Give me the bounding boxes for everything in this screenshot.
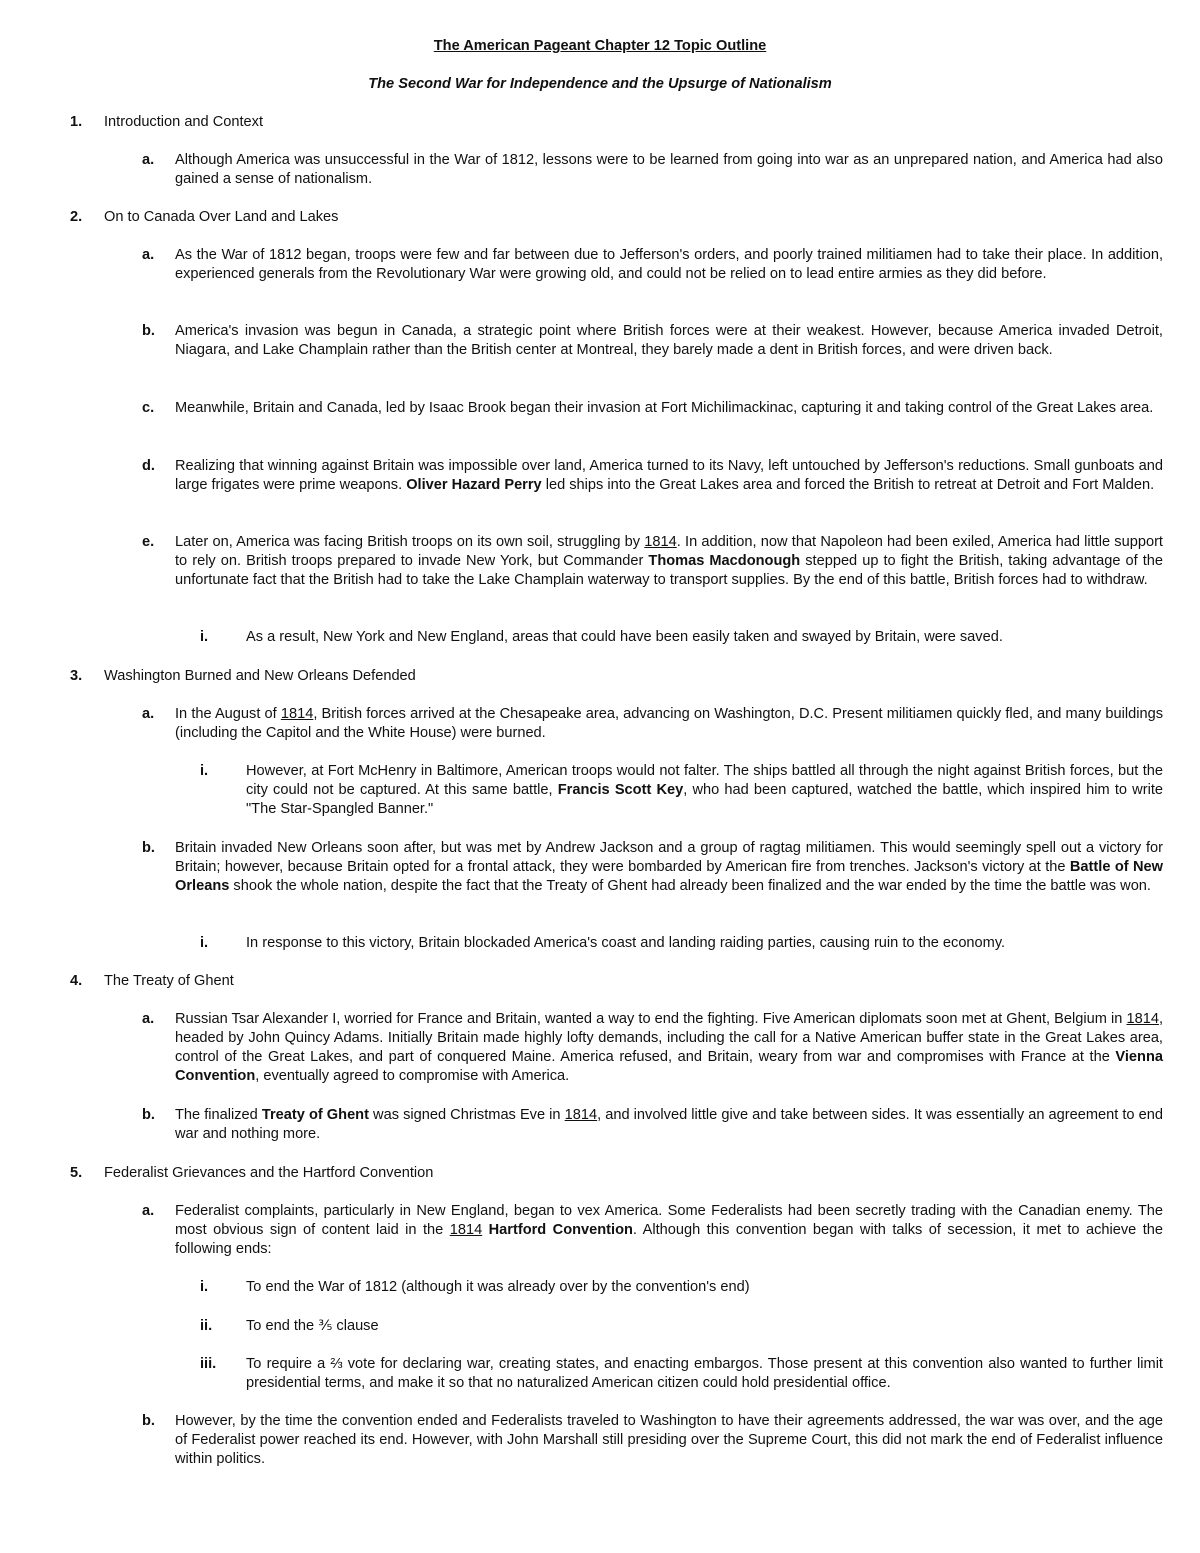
bold-term: Thomas Macdonough (648, 553, 801, 569)
section-title: On to Canada Over Land and Lakes (104, 209, 339, 225)
item-text: Federalist complaints, particularly in New England, began to vex America. Some Federalists had been secretly trading with the Canadian enemy. The most obvious sign of content laid in the 1814 Hartford Convention. Although this convention began with talks of secession, it met to achieve the following ends: (175, 1203, 1163, 1257)
item-text: However, by the time the convention ended and Federalists traveled to Washington to have their agreements addressed, the war was over, and the age of Federalist power reached its end. However, with John Marshall still presiding over the Supreme Court, this did not mark the end of Federalist influence within politics. (175, 1413, 1163, 1467)
section-title: Introduction and Context (104, 114, 264, 130)
item-text: In response to this victory, Britain blockaded America's coast and landing raiding parties, causing ruin to the economy. (246, 935, 1006, 951)
item-label: e. (142, 534, 155, 550)
item-label: a. (142, 247, 155, 263)
item-text: In the August of 1814, British forces arrived at the Chesapeake area, advancing on Washington, D.C. Present militiamen quickly fled, and many buildings (including the Capitol and the White House) were burned. (175, 706, 1163, 741)
underlined-date: 1814 (564, 1107, 598, 1123)
section-number: 1. (70, 114, 83, 130)
item-text: Although America was unsuccessful in the War of 1812, lessons were to be learned from going into war as an unprepared nation, and America had also gained a sense of nationalism. (175, 152, 1163, 187)
section-number: 4. (70, 973, 83, 989)
bold-term: Vienna Convention (175, 1049, 1163, 1084)
item-text: To end the ⅗ clause (246, 1318, 379, 1334)
section-title: Federalist Grievances and the Hartford Convention (104, 1165, 434, 1181)
item-label: b. (142, 1107, 155, 1123)
underlined-date: 1814 (644, 534, 677, 550)
item-label: b. (142, 323, 155, 339)
item-text: As a result, New York and New England, areas that could have been easily taken and swayed by Britain, were saved. (246, 629, 1003, 645)
item-text: Later on, America was facing British troops on its own soil, struggling by 1814. In addition, now that Napoleon had been exiled, America had little support to rely on. British troops prepared to invade New York, but Commander Thomas Macdonough stepped up to fight the British, taking advantage of the unfortunate fact that the British had to take the Lake Champlain waterway to transport supplies. By the end of this battle, British forces had to withdraw. (175, 534, 1163, 588)
bold-term: Hartford Convention (488, 1222, 633, 1238)
item-label: i. (200, 629, 209, 645)
section-title: Washington Burned and New Orleans Defended (104, 668, 416, 684)
section-number: 2. (70, 209, 83, 225)
item-label: i. (200, 935, 209, 951)
item-text: Meanwhile, Britain and Canada, led by Isaac Brook began their invasion at Fort Michilimackinac, capturing it and taking control of the Great Lakes area. (175, 400, 1154, 416)
item-text: Britain invaded New Orleans soon after, but was met by Andrew Jackson and a group of ragtag militiamen. This would seemingly spell out a victory for Britain; however, because Britain opted for a frontal attack, they were bombarded by American fire from trenches. Jackson's victory at the Battle of New Orleans shook the whole nation, despite the fact that the Treaty of Ghent had already been finalized and the war ended by the time the battle was won. (175, 840, 1164, 894)
item-text: The finalized Treaty of Ghent was signed Christmas Eve in 1814, and involved little give and take between sides. It was essentially an agreement to end war and nothing more. (175, 1107, 1163, 1142)
item-text: However, at Fort McHenry in Baltimore, American troops would not falter. The ships battled all through the night against British forces, but the city could not be captured. At this same battle, Francis Scott Key, who had been captured, watched the battle, which inspired him to write "The Star-Spangled Banner." (246, 763, 1163, 817)
item-label: iii. (200, 1356, 217, 1372)
item-text: Russian Tsar Alexander I, worried for France and Britain, wanted a way to end the fighting. Five American diplomats soon met at Ghent, Belgium in 1814, headed by John Quincy Adams. Initially Britain made highly lofty demands, including the call for a Native American buffer state in the Great Lakes area, control of the Great Lakes, and part of conquered Maine. America refused, and Britain, weary from war and compromises with France at the Vienna Convention, eventually agreed to compromise with America. (175, 1011, 1163, 1084)
bold-term: Oliver Hazard Perry (406, 477, 542, 493)
bold-term: Francis Scott Key (557, 782, 684, 798)
section-number: 3. (70, 668, 83, 684)
item-label: b. (142, 840, 155, 856)
item-label: b. (142, 1413, 155, 1429)
underlined-date: 1814 (1126, 1011, 1159, 1027)
section-title: The Treaty of Ghent (104, 973, 234, 989)
item-text: As the War of 1812 began, troops were few and far between due to Jefferson's orders, and poorly trained militiamen had to take their place. In addition, experienced generals from the Revolutionary War were growing old, and could not be relied on to lead entire armies as they did before. (175, 247, 1163, 282)
item-label: d. (142, 458, 155, 474)
item-text: America's invasion was begun in Canada, a strategic point where British forces were at their weakest. However, because America invaded Detroit, Niagara, and Lake Champlain rather than the British center at Montreal, they barely made a dent in British forces, and were driven back. (175, 323, 1163, 358)
item-text: Realizing that winning against Britain was impossible over land, America turned to its Navy, left untouched by Jefferson's reductions. Small gunboats and large frigates were prime weapons. Oliver Hazard Perry led ships into the Great Lakes area and forced the British to retreat at Detroit and Fort Malden. (175, 458, 1163, 493)
section-number: 5. (70, 1165, 83, 1181)
underlined-date: 1814 (280, 706, 314, 722)
item-label: c. (142, 400, 155, 416)
item-text: To require a ⅔ vote for declaring war, creating states, and enacting embargos. Those present at this convention also wanted to further limit presidential terms, and make it so that no naturalized American citizen could hold presidential office. (246, 1356, 1163, 1391)
bold-term: Treaty of Ghent (261, 1107, 369, 1123)
document-subtitle: The Second War for Independence and the Upsurge of Nationalism (368, 76, 832, 92)
underlined-date: 1814 (449, 1222, 483, 1238)
item-label: a. (142, 706, 155, 722)
document-title: The American Pageant Chapter 12 Topic Outline (433, 38, 767, 54)
item-text: To end the War of 1812 (although it was already over by the convention's end) (246, 1279, 750, 1295)
bold-term: Battle of New Orleans (175, 859, 1164, 894)
item-label: i. (200, 763, 209, 779)
item-label: a. (142, 152, 155, 168)
item-label: ii. (200, 1318, 213, 1334)
item-label: a. (142, 1203, 155, 1219)
item-label: a. (142, 1011, 155, 1027)
item-label: i. (200, 1279, 209, 1295)
